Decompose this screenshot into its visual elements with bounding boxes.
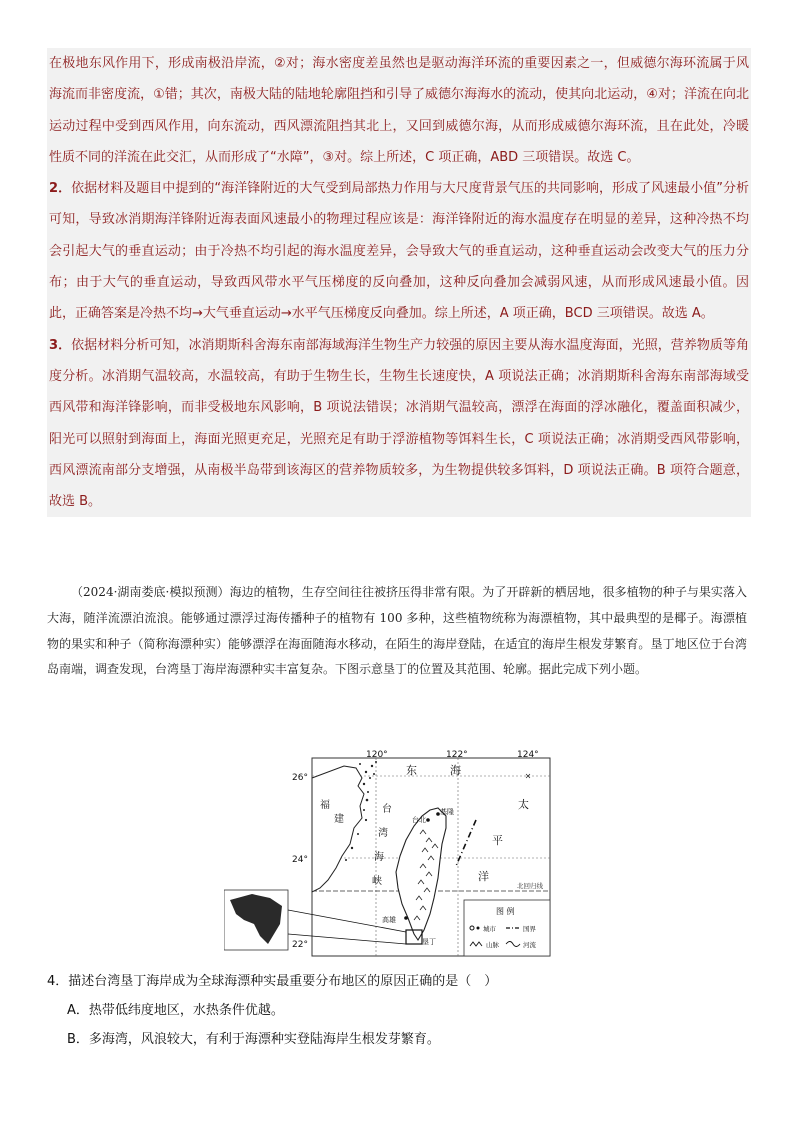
taibei-city-dot xyxy=(426,818,430,822)
lon-label-122: 122° xyxy=(446,750,468,760)
strait-label-2: 湾 xyxy=(378,828,388,839)
legend-city-label: 城市 xyxy=(483,925,496,933)
gaoxiong-label: 高雄 xyxy=(382,916,396,924)
lat-label-26: 26° xyxy=(292,773,308,783)
question-4-option-a: A．热带低纬度地区，水热条件优越。 xyxy=(67,1003,284,1018)
question-4-option-b: B．多海湾，风浪较大，有利于海漂种实登陆海岸生根发芽繁育。 xyxy=(67,1032,440,1047)
tropic-label: 北回归线 xyxy=(517,882,543,890)
strait-label-4: 峡 xyxy=(372,876,382,887)
pacific-label-3: 洋 xyxy=(478,870,489,883)
question-4-stem: 4．描述台湾垦丁海岸成为全球海漂种实最重要分布地区的原因正确的是（ ） xyxy=(47,974,498,989)
pacific-label-1: 太 xyxy=(518,798,529,811)
jilong-label: 基隆 xyxy=(440,808,454,816)
explanation-number-3: 3． xyxy=(49,337,72,353)
east-sea-label-1: 东 xyxy=(406,764,417,777)
material-intro: （2024·湖南娄底·模拟预测）海边的植物，生存空间往往被挤压得非常有限。为了开辟新的栖居地，很多植物的种子与果实落入大海，随洋流漂泊流浪。能够通过漂浮过海传播种子的植物有 100 多种，这些植物统称为海漂植物，其中最典型的是椰子。海漂植物的果实和种子（简称海漂种实）能够漂浮在海面随海水移动，在陌生的海岸登陆，在适宜的海岸生根发芽繁育。垦丁地区位于台湾岛南端，调查发现，台湾垦丁海岸海漂种实丰富复杂。下图示意垦丁的位置及其范围、轮廓。据此完成下列小题。 xyxy=(47,585,747,677)
lat-label-24: 24° xyxy=(292,855,308,865)
legend-border-label: 国界 xyxy=(523,925,536,933)
legend-river-label: 河流 xyxy=(523,941,536,949)
answer-explanation-block xyxy=(47,48,751,517)
east-sea-label-2: 海 xyxy=(450,764,461,777)
gaoxiong-city-dot xyxy=(404,916,408,920)
question-4 xyxy=(47,967,747,1054)
explanation-paragraph-3 xyxy=(49,330,749,518)
strait-label-3: 海 xyxy=(374,852,384,863)
explanation-number-2: 2． xyxy=(49,181,72,197)
lat-label-22: 22° xyxy=(292,940,308,950)
explanation-paragraph-1: 在极地东风作用下，形成南极沿岸流，②对；海水密度差虽然也是驱动海洋环流的重要因素之一，但威德尔海环流属于风海流而非密度流，①错；其次，南极大陆的陆地轮廓阻挡和引导了威德尔海海水的流动，使其向北运动，④对；洋流在向北运动过程中受到西风作用，向东流动，西风漂流阻挡其北上，又回到威德尔海，从而形成威德尔海环流，且在此处，冷暖性质不同的洋流在此交汇，从而形成了“水障”，③对。综上所述，C 项正确，ABD 三项错误。故选 C。 xyxy=(49,56,749,165)
fujian-label-2: 建 xyxy=(334,814,344,825)
legend-mountain-label: 山脉 xyxy=(486,941,499,949)
lon-label-120: 120° xyxy=(366,750,388,760)
lon-label-124: 124° xyxy=(517,750,539,760)
legend-title: 图 例 xyxy=(496,907,515,916)
explanation-paragraph-2 xyxy=(49,173,749,329)
kending-location-map xyxy=(224,748,564,960)
explanation-text-3: 依据材料分析可知，冰消期斯科舍海东南部海域海洋生物生产力较强的原因主要从海水温度海面，光照，营养物质等角度分析。冰消期气温较高，水温较高，有助于生物生长，生物生长速度快，A 项说法正确；冰消期斯科舍海东南部海域受西风带和海洋锋影响，而非受极地东风影响，B 项说法错误；冰消期气温较高，漂浮在海面的浮冰融化，覆盖面积减少，阳光可以照射到海面上，海面光照更充足，光照充足有助于浮游植物等饵料生长，C 项说法正确；冰消期受西风带影响，西风漂流南部分支增强，从南极半岛带到该海区的营养物质较多，为生物提供较多饵料，D 项说法正确。B 项符合题意，故选 B。 xyxy=(49,337,749,510)
pacific-label-2: 平 xyxy=(492,834,503,847)
explanation-text-2: 依据材料及题目中提到的“海洋锋附近的大气受到局部热力作用与大尺度背景气压的共同影响，形成了风速最小值”分析可知，导致冰消期海洋锋附近海表面风速最小的物理过程应该是：海洋锋附近的海水温度存在明显的差异，这种冷热不均会引起大气的垂直运动；由于冷热不均引起的海水温度差异，会导致大气的垂直运动，这种垂直运动会改变大气的压力分布；由于大气的垂直运动，导致西风带水平气压梯度的反向叠加，这种反向叠加会减弱风速，从而形成风速最小值。因此，正确答案是冷热不均→大气垂直运动→水平气压梯度反向叠加。综上所述，A 项正确，BCD 三项错误。故选 A。 xyxy=(49,181,749,322)
strait-label-1: 台 xyxy=(382,804,392,815)
kending-label: 垦丁 xyxy=(422,938,436,946)
taibei-label: 台北 xyxy=(412,816,426,824)
fujian-label-1: 福 xyxy=(320,800,330,811)
